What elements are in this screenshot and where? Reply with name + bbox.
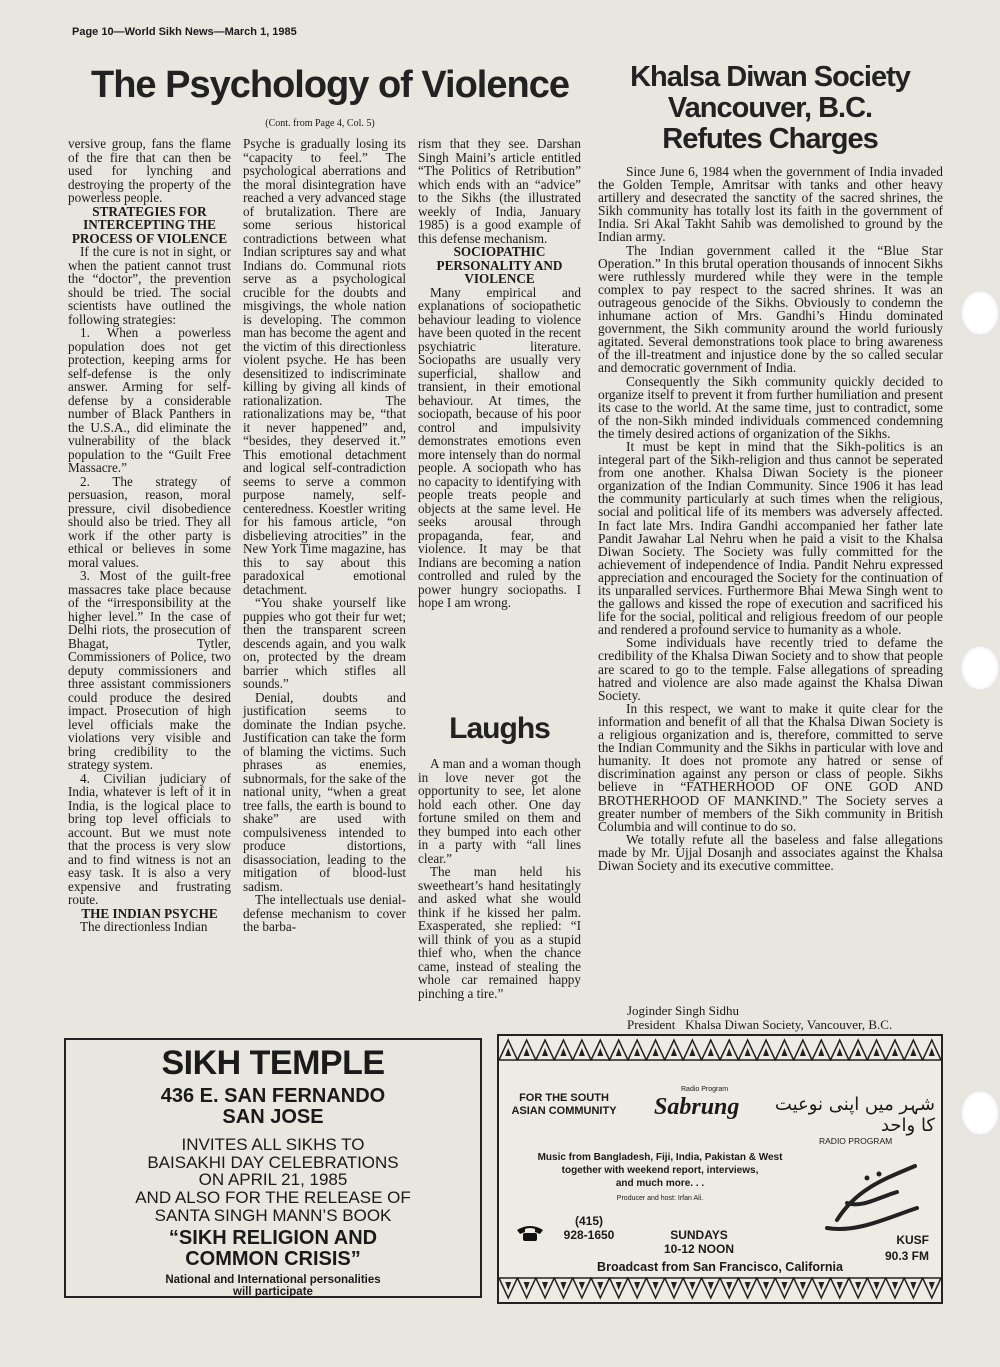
border-triangle-inner xyxy=(800,1282,806,1290)
phone-number xyxy=(549,1214,629,1242)
border-triangle-inner xyxy=(892,1048,898,1056)
border-triangle-inner xyxy=(837,1282,843,1290)
border-triangle-inner xyxy=(689,1048,695,1056)
phone-digits: 928-1650 xyxy=(563,1228,615,1242)
paragraph: The directionless Indian xyxy=(80,919,208,934)
border-triangle-inner xyxy=(745,1048,751,1056)
article2-title xyxy=(600,62,940,155)
border-triangle-inner xyxy=(855,1282,861,1290)
border-triangle-inner xyxy=(524,1048,530,1056)
ad-city: SAN JOSE xyxy=(222,1105,324,1128)
ad-footer: National and International personalities xyxy=(165,1273,381,1286)
station-frequency: 90.3 FM xyxy=(884,1249,929,1263)
section-subheading: THE INDIAN PSYCHE xyxy=(81,905,218,921)
paragraph: Many empirical and explanations of sociopathetic behaviour leading to violence have been quoted in the recent psychiatric literature. Sociopaths are usually very superficial, shallow and transient, in their emotional behaviour. At times, the sociopath, because of his poor control and impulsivity demonstrates emotions even more intensely than do normal people. A sociopath who has no capacity to identifying with people treats people and objects at the same level. He seeks arousal through propaganda, fear, and violence. It may be that Indians are becoming a nation controlled and ruled by the power hungry sociopaths. I hope I am wrong. xyxy=(418,284,581,610)
ad-description xyxy=(515,1151,805,1205)
page-header: Page 10—World Sikh News—March 1, 1985 xyxy=(72,26,297,38)
urdu-tagline: شہر میں اپنی نوعیت کا واحد xyxy=(774,1094,935,1136)
border-triangle-inner xyxy=(910,1282,916,1290)
border-triangle-inner xyxy=(560,1282,566,1290)
ad-line: SANTA SINGH MANN’S BOOK xyxy=(154,1206,392,1226)
paragraph: 2. The strategy of persuasion, reason, moral pressure, civil disobedience should also be tried. They all work if the other party is ethical or believes in some moral values. xyxy=(68,473,231,570)
ad-line: BAISAKHI DAY CELEBRATIONS xyxy=(147,1152,399,1172)
article2-paragraph: The Indian government called it the “Blue Star Operation.” In this brutal operation thousands of innocent Sikhs were ruthlessly murdered while they were in the temple complex to pay respect to the sacred shrines. It was an outrageous genocide of the Sikhs. Obviously to condemn the inhumane action of Mrs. Gandhi’s Hindu dominated government, the Sikh community around the world furiously agitated. Several demonstrations took place to bring awareness of the ill-treatment and injustice done by the so called secular and democratic government of India. xyxy=(598,242,943,376)
telephone-icon xyxy=(515,1224,545,1242)
border-triangle-inner xyxy=(524,1282,530,1290)
article-title: The Psychology of Violence xyxy=(91,64,569,106)
ad-audience-line: ASIAN COMMUNITY xyxy=(511,1105,617,1117)
ad-line: ON APRIL 21, 1985 xyxy=(198,1170,348,1190)
continuation-note: (Cont. from Page 4, Col. 5) xyxy=(265,118,375,129)
radio-program-small: Radio Program xyxy=(681,1086,729,1093)
border-triangle-inner xyxy=(763,1282,769,1290)
border-triangle-inner xyxy=(800,1048,806,1056)
article2-paragraph: In this respect, we want to make it quite clear for the information and benefit of all that the Khalsa Diwan Society is a religious organization and is, therefore, committed to serve the Indian Community and the Sikhs in particular with love and humanity. It does not promote any hatred or sense of discrimination against any person or class of people. Sikhs believe in “FATHERHOOD OF ONE GOD AND BROTHERHOOD OF MANKIND.” The Society serves a greater number of members of the Sikh community in British Columbia and will continue to do so. xyxy=(598,700,943,834)
sabrung-logo: Sabrung xyxy=(654,1094,740,1120)
border-triangle-inner xyxy=(597,1048,603,1056)
border-triangle-inner xyxy=(745,1282,751,1290)
border-triangle-inner xyxy=(560,1048,566,1056)
border-triangle-inner xyxy=(874,1282,880,1290)
border-triangle-inner xyxy=(597,1282,603,1290)
border-triangle-inner xyxy=(855,1048,861,1056)
ad-title: SIKH TEMPLE xyxy=(161,1044,385,1082)
paragraph: versive group, fans the flame of the fire that can then be used for lynching and destroying the property of the powerless people. xyxy=(68,136,231,205)
border-triangle-inner xyxy=(910,1048,916,1056)
border-triangle-inner xyxy=(874,1048,880,1056)
ad-audience-line: FOR THE SOUTH xyxy=(519,1092,609,1104)
section-subheading: STRATEGIES FOR INTERCEPTING THE PROCESS OF VIOLENCE xyxy=(71,203,228,246)
paragraph: 4. Civilian judiciary of India, whatever is left of it in India, is the logical place to bring top level officials to account. But we must note that the process is very slow and to find witness is not an easy task. It is also a very expensive and frustrating route. xyxy=(68,770,231,907)
article2-title-line: Refutes Charges xyxy=(662,123,878,155)
border-triangle-inner xyxy=(542,1282,548,1290)
ad-audience xyxy=(509,1092,619,1118)
article2-title-line: Khalsa Diwan Society xyxy=(630,61,910,93)
border-triangle-inner xyxy=(818,1282,824,1290)
laughs-column xyxy=(418,757,581,1000)
article-column-2 xyxy=(243,137,406,934)
border-triangle-inner xyxy=(689,1282,695,1290)
border-triangle-inner xyxy=(505,1282,511,1290)
calligraphy-logo xyxy=(817,1148,927,1238)
sabrung-radio-ad xyxy=(497,1034,943,1304)
ad-description-line: and much more. . . xyxy=(615,1178,705,1189)
border-triangle-inner xyxy=(837,1048,843,1056)
ad-description-line: Music from Bangladesh, Fiji, India, Pakistan & West xyxy=(537,1152,783,1163)
border-triangle-inner xyxy=(634,1048,640,1056)
border-triangle-inner xyxy=(579,1048,585,1056)
border-triangle-inner xyxy=(818,1048,824,1056)
border-triangle-inner xyxy=(892,1282,898,1290)
paragraph: 3. Most of the guilt-free massacres take place because of the “irresponsibility at the higher level.” In the case of Delhi riots, the prosecution of Bhagat, Tytler, Commissioners of Police, two deputy commissioners and three assistant commissioners could produce the desired impact. Prosecution of high level officials make the violations very visible and bring credibility to the strategy system. xyxy=(68,568,231,772)
article2-paragraph: Consequently the Sikh community quickly decided to organize itself to prevent it from further humiliation and present its case to the world. At the same time, just to contradict, some of the non-Sikh minded individuals commenced condemning the timely desired actions of organization of the Sikhs. xyxy=(598,373,943,441)
article-column-1 xyxy=(68,137,231,934)
article2-paragraph: Since June 6, 1984 when the government of India invaded the Golden Temple, Amritsar with tanks and other heavy artillery and desecrated the sanctity of the sacred shrines, the Sikh community has totally lost its faith in the government of India. Sri Akal Takht Sahib was demolished to ground by the Indian army. xyxy=(598,164,943,245)
binder-hole xyxy=(960,645,1000,691)
laughs-title: Laughs xyxy=(449,712,550,745)
border-triangle-inner xyxy=(579,1282,585,1290)
ad-book-title: “SIKH RELIGION AND xyxy=(168,1226,378,1249)
sikh-temple-ad xyxy=(64,1038,482,1298)
binder-hole xyxy=(960,290,1000,336)
ad-producer: Producer and host: Irfan Ali. xyxy=(616,1195,704,1202)
border-triangle-inner xyxy=(781,1282,787,1290)
paragraph: “You shake yourself like puppies who got their fur wet; then the transparent screen descends again, and you walk on, protected by the dream barrier which stifles all sounds.” xyxy=(243,595,406,691)
paragraph: 1. When a powerless population does not get protection, keeping arms for self-defense is the only answer. Arming for self-defense by a considerable number of Black Panthers in the U.S.A., did eliminate the vulnerability of the black population to the “Guilt Free Massacre.” xyxy=(68,325,231,475)
border-triangle-inner xyxy=(929,1048,935,1056)
border-triangle-inner xyxy=(653,1048,659,1056)
border-triangle-inner xyxy=(763,1048,769,1056)
border-triangle-inner xyxy=(671,1282,677,1290)
border-triangle-inner xyxy=(726,1048,732,1056)
ad-description-line: together with weekend report, interviews, xyxy=(561,1165,759,1176)
paragraph: rism that they see. Darshan Singh Maini’s article entitled “The Politics of Retribution” which ends with an “advice” to the Sikhs (the illustrated weekly of India, January 1985) is a good example of this defense mechanism. xyxy=(418,136,581,246)
ad-address: 436 E. SAN FERNANDO xyxy=(160,1084,386,1107)
laughs-paragraph: The man held his sweetheart’s hand hesitatingly and asked what she would think if he kissed her palm. Exasperated, she replied: “I will think of you as a stupid thief who, when the chance came, instead of stealing the whole car remained happy pinching a tire.” xyxy=(418,864,581,1001)
article2-paragraph: It must be kept in mind that the Sikh-politics is an integeral part of the Sikh-religion and thus cannot be seperated from one another. Khalsa Diwan Society is the pioneer organization of the Indian Community. Since 1906 it has lead the community particularly at such times when the religious, social and political life of its members was adversely affected. In fact late Mrs. Indira Gandhi accompanied her father late Pandit Jawahar Lal Nehru when he paid a visit to the Khalsa Diwan Society. The Society was fully committed for the achievement of independence of India. Pandit Nehru expressed appreciation and encouraged the Society for the continuation of its unparalled services. Furthermore Bhai Mewa Singh went to the gallows and kissed the rope of execution and sacrificed his life for the social, political and religious freedom of our people and rendered a profound service to humanity as a whole. xyxy=(598,438,943,638)
broadcast-day: SUNDAYS xyxy=(670,1228,728,1242)
signature-title: President Khalsa Diwan Society, Vancouver, B.C. xyxy=(627,1017,893,1032)
station-name: KUSF xyxy=(896,1233,929,1247)
paragraph: Denial, doubts and justification seems to dominate the Indian psyche. Justification can take the form of blaming the victims. Such phrases as enemies, subnormals, for the sake of the national unity, “when a great tree falls, the earth is bound to shake” are used with compulsiveness intended to produce distortions, disassociation, leading to the mitigation of blood-lust sadism. xyxy=(243,689,406,894)
border-triangle-inner xyxy=(726,1282,732,1290)
article2-title-line: Vancouver, B.C. xyxy=(667,92,873,124)
article2-body xyxy=(598,165,943,872)
border-triangle-inner xyxy=(929,1282,935,1290)
broadcast-time xyxy=(649,1228,749,1256)
paragraph: If the cure is not in sight, or when the patient cannot trust the “doctor”, the prevention should be tried. The social scientists have outlined the following strategies: xyxy=(68,244,231,327)
signature-name: Joginder Singh Sidhu xyxy=(627,1003,739,1018)
laughs-paragraph: A man and a woman though in love never got the opportunity to see, let alone hold each other. One day fortune smiled on them and they bumped into each other in a party with “all lines clear.” xyxy=(418,756,581,866)
radio-program-label: RADIO PROGRAM xyxy=(819,1136,893,1146)
phone-area: (415) xyxy=(574,1214,603,1228)
border-triangle-inner xyxy=(671,1048,677,1056)
article2-paragraph: Some individuals have recently tried to defame the credibility of the Khalsa Diwan Society and to show that people are scared to go to the temple. False allegations of spreading hatred and violence are also made against the Khalsa Diwan Society. xyxy=(598,635,943,703)
border-triangle-inner xyxy=(708,1048,714,1056)
article-column-3 xyxy=(418,137,581,610)
article2-paragraph: We totally refute all the baseless and false allegations made by Mr. Ujjal Dosanjh and associates against the Khalsa Diwan Society and its executive committee. xyxy=(598,831,943,873)
ad-footer: will participate xyxy=(233,1285,313,1298)
border-triangle-inner xyxy=(634,1282,640,1290)
border-triangle-inner xyxy=(616,1282,622,1290)
border-triangle-inner xyxy=(708,1282,714,1290)
triangle-border-top xyxy=(499,1038,941,1062)
ad-line: AND ALSO FOR THE RELEASE OF xyxy=(135,1188,411,1208)
paragraph: Psyche is gradually losing its “capacity to feel.” The psychological aberrations and the moral disintegration have reached a very advanced stage of brutalization. There are some serious historical contradictions between what Indian scriptures say and what Indians do. Communal riots serve as a psychological crucible for the doubts and misgivings, the whole nation is developing. The common man has become the agent and the victim of this directionless violent psyche. He has been desensitized to indiscriminate killing by giving all kinds of rationalization. The rationalizations may be, “that it never happened” and, “besides, they deserved it.” This emotional detachment and logical self-contradiction seems to serve a common purpose namely, self-centeredness. Koestler writing for his famous article, “on disbelieving atrocities” in the New York Time magazine, has this to say about this paradoxical emotional detachment. xyxy=(243,136,406,597)
border-triangle-inner xyxy=(781,1048,787,1056)
border-triangle-inner xyxy=(505,1048,511,1056)
section-subheading: SOCIOPATHIC PERSONALITY AND VIOLENCE xyxy=(436,244,563,286)
border-triangle-inner xyxy=(542,1048,548,1056)
ad-line: INVITES ALL SIKHS TO xyxy=(181,1134,365,1154)
paragraph: The intellectuals use denial-defense mechanism to cover the barba- xyxy=(243,892,406,934)
binder-hole xyxy=(960,1090,1000,1136)
broadcast-hours: 10-12 NOON xyxy=(663,1242,735,1256)
ad-book-title: COMMON CRISIS” xyxy=(185,1247,361,1270)
border-triangle-inner xyxy=(653,1282,659,1290)
broadcast-location: Broadcast from San Francisco, California xyxy=(597,1260,843,1274)
border-triangle-inner xyxy=(616,1048,622,1056)
triangle-border-bottom xyxy=(499,1276,941,1300)
